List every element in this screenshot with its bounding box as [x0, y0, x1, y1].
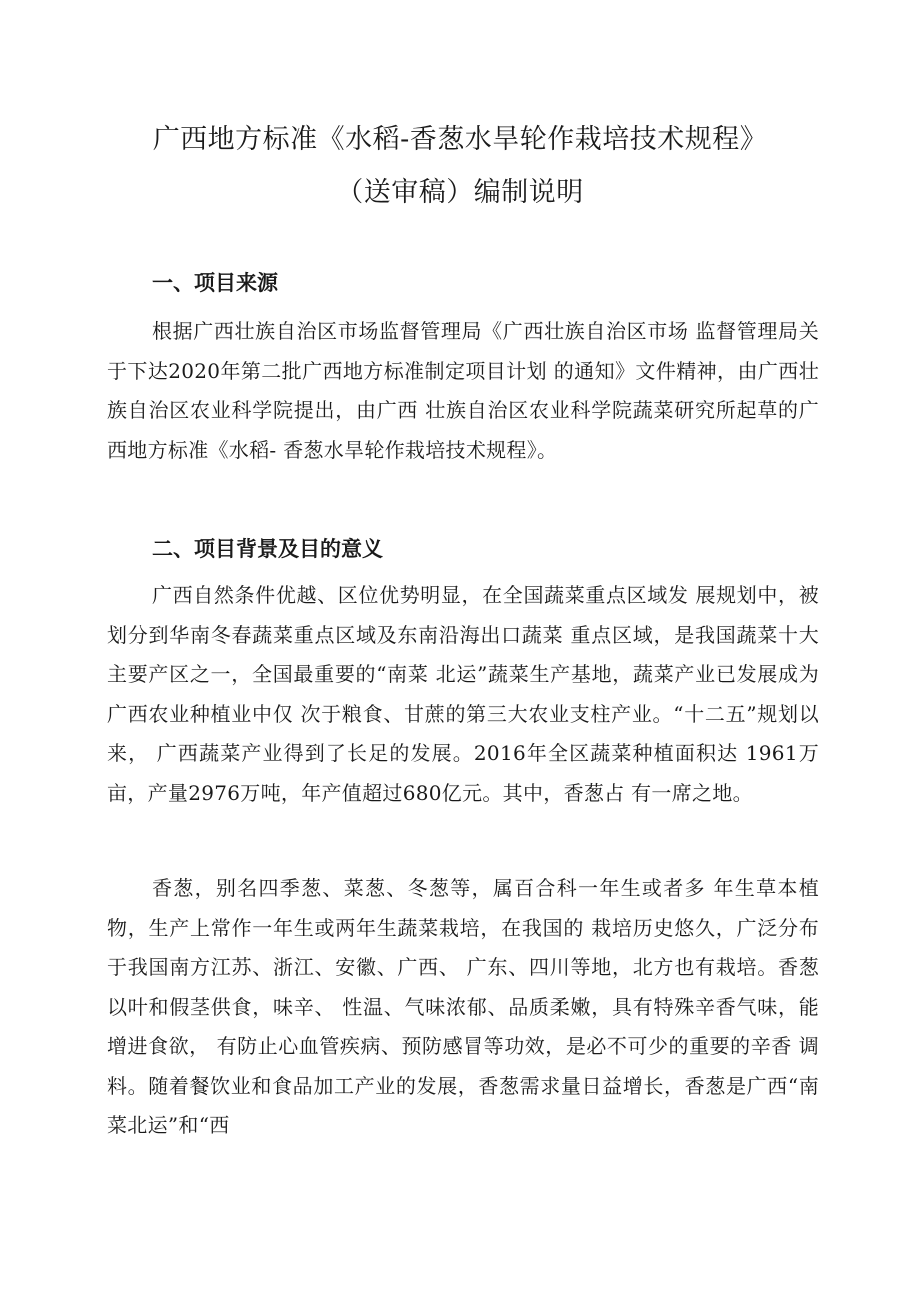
paragraph-background-2: 香葱，别名四季葱、菜葱、冬葱等，属百合科一年生或者多 年生草本植物，生产上常作一年生或两年生蔬菜栽培，在我国的 栽培历史悠久，广泛分布于我国南方江苏、浙江、安徽、广西、 广东、四川等地，北方也有栽培。香葱以叶和假茎供食，味辛、 性温、气味浓郁、品质柔嫩，具有特殊辛香气味，能增进食欲， 有防止心血管疾病、预防感冒等功效，是必不可少的重要的辛香 调料。随着餐饮业和食品加工产业的发展，香葱需求量日益增长，香葱是广西“南菜北运”和“西 [107, 876, 819, 1137]
section-heading-background: 二、项目背景及目的意义 [152, 537, 383, 561]
document-subtitle: （送审稿）编制说明 [336, 177, 584, 208]
paragraph-project-source: 根据广西壮族自治区市场监督管理局《广西壮族自治区市场 监督管理局关于下达2020年第二批广西地方标准制定项目计划 的通知》文件精神，由广西壮族自治区农业科学院提出，由广西 壮族自治区农业科学院蔬菜研究所起草的广西地方标准《水稻- 香葱水旱轮作栽培技术规程》。 [107, 319, 819, 462]
document-title: 广西地方标准《水稻-香葱水旱轮作栽培技术规程》 [152, 124, 768, 155]
section-heading-project-source: 一、项目来源 [152, 271, 278, 295]
paragraph-background-1: 广西自然条件优越、区位优势明显，在全国蔬菜重点区域发 展规划中，被划分到华南冬春蔬菜重点区域及东南沿海出口蔬菜 重点区域，是我国蔬菜十大主要产区之一，全国最重要的“南菜 北运”蔬菜生产基地，蔬菜产业已发展成为广西农业种植业中仅 次于粮食、甘蔗的第三大农业支柱产业。“十二五”规划以来， 广西蔬菜产业得到了长足的发展。2016年全区蔬菜种植面积达 1961万亩，产量2976万吨，年产值超过680亿元。其中，香葱占 有一席之地。 [107, 583, 819, 805]
